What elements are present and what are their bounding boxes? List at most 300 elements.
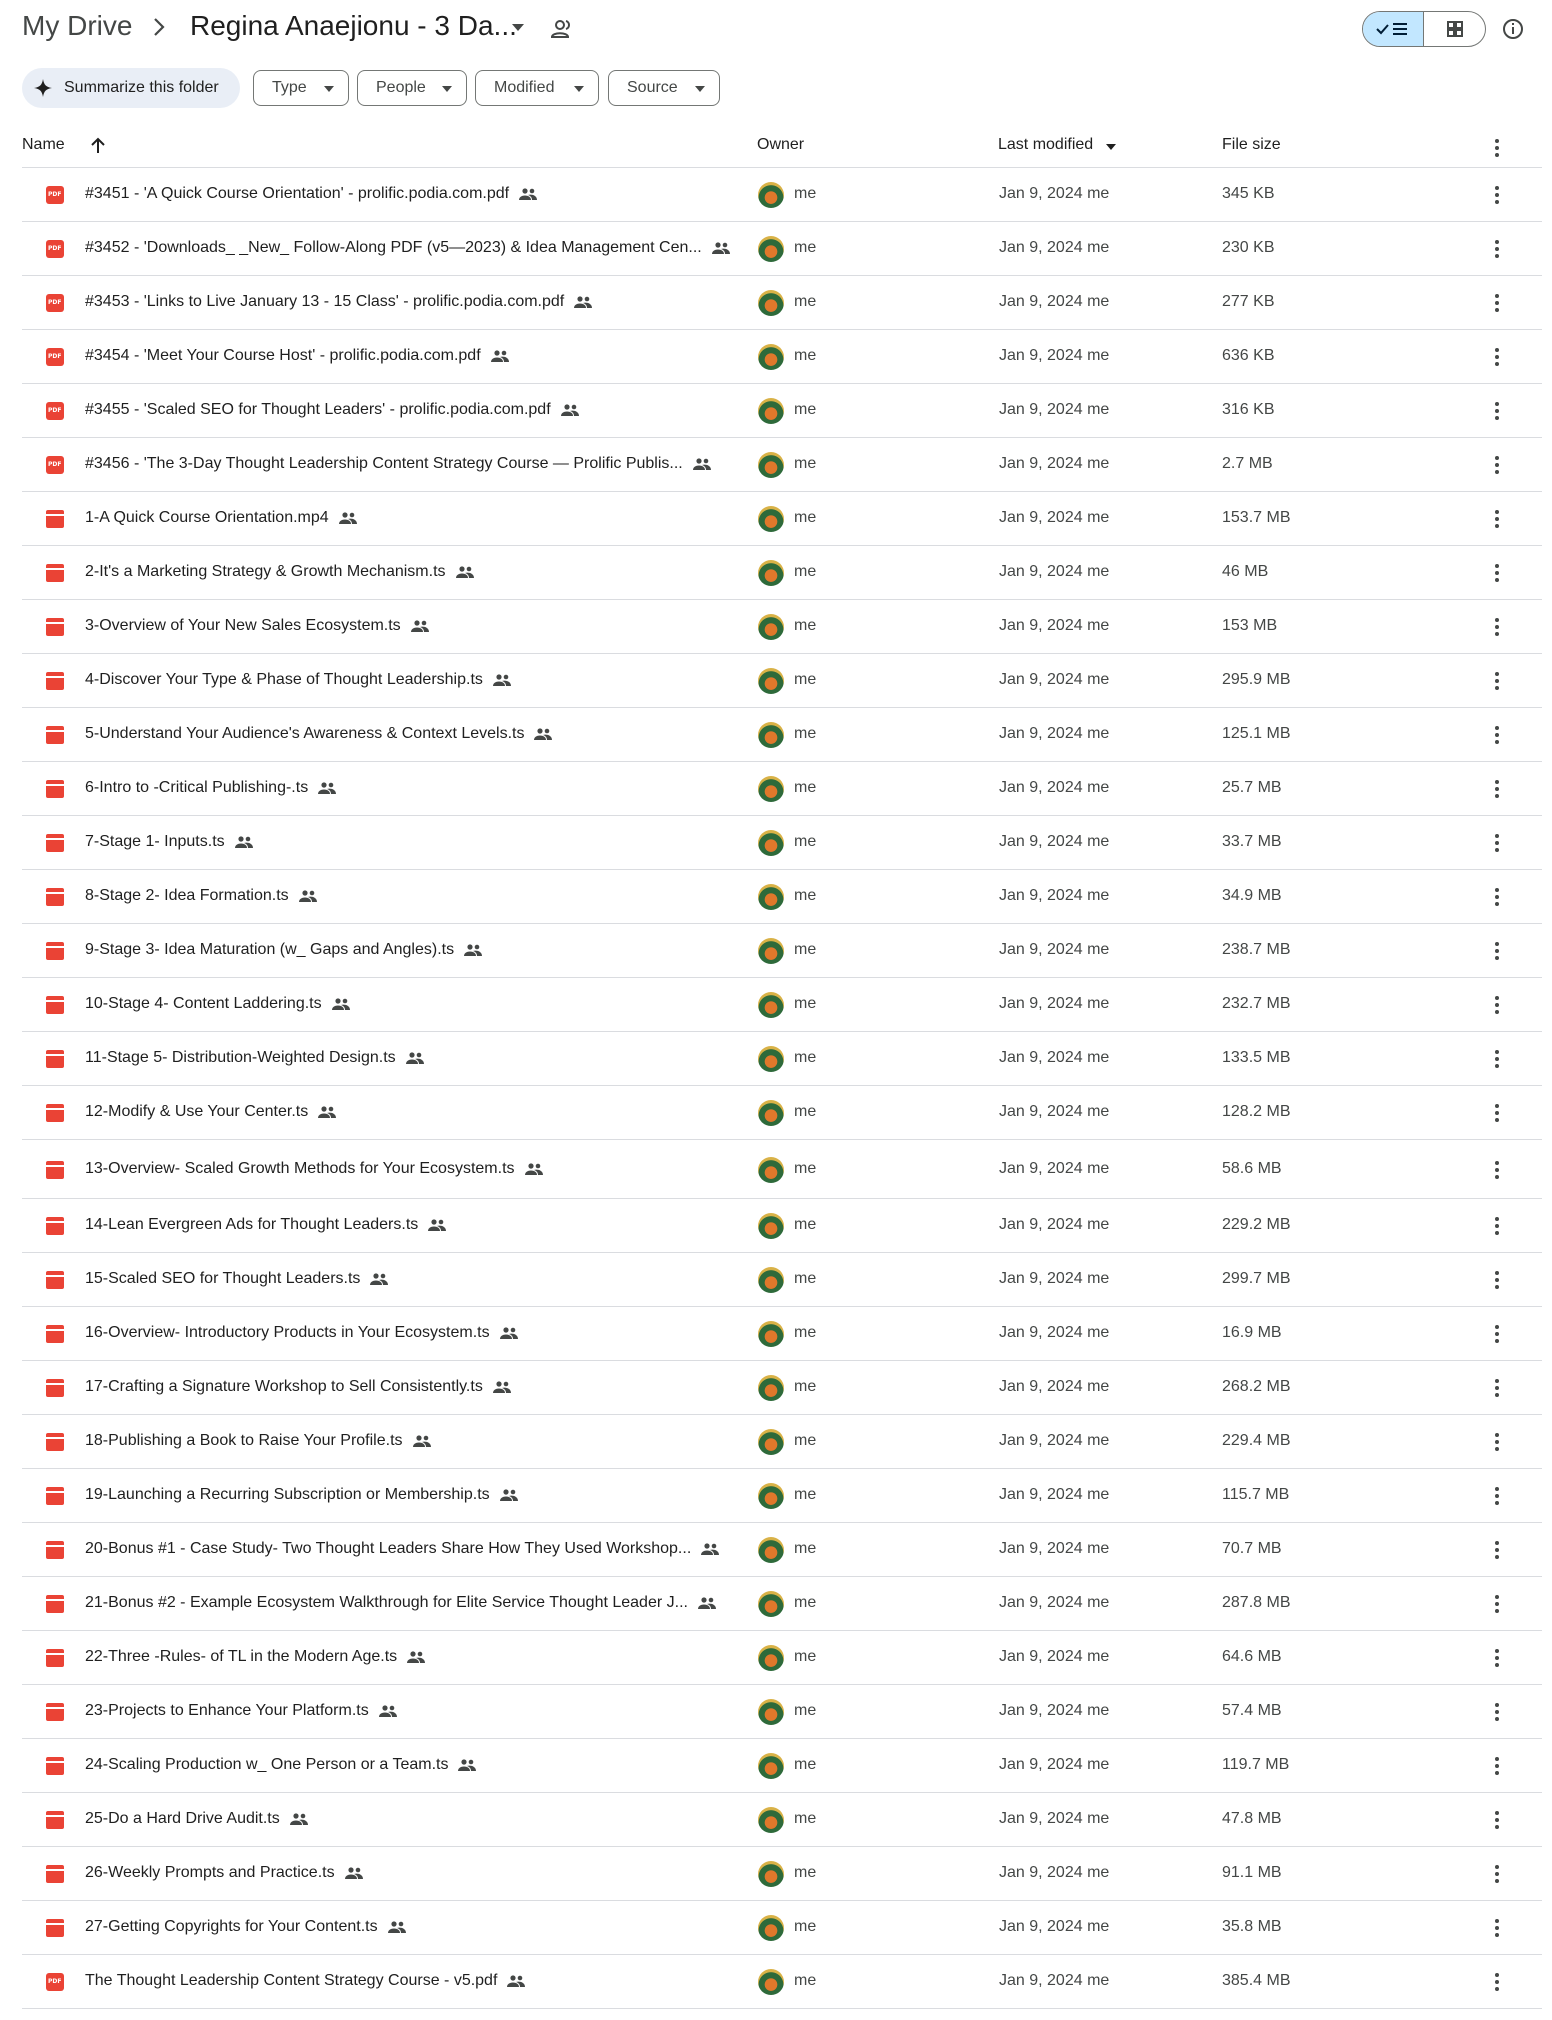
video-file-icon xyxy=(46,1161,64,1179)
last-modified-value: Jan 9, 2024 me xyxy=(999,833,1110,850)
shared-people-icon xyxy=(698,1597,716,1609)
owner-avatar xyxy=(758,1213,784,1239)
file-row[interactable] xyxy=(22,923,1542,977)
file-row[interactable] xyxy=(22,653,1542,707)
owner-avatar xyxy=(758,1483,784,1509)
owner-avatar xyxy=(758,668,784,694)
file-row[interactable] xyxy=(22,1031,1542,1085)
shared-people-icon xyxy=(345,1867,363,1879)
file-name: 27-Getting Copyrights for Your Content.ts xyxy=(85,1918,378,1935)
video-file-icon xyxy=(46,1487,64,1505)
last-modified-value: Jan 9, 2024 me xyxy=(999,1378,1110,1395)
shared-people-icon xyxy=(339,512,357,524)
breadcrumb-my-drive[interactable]: My Drive xyxy=(22,10,133,41)
dropdown-arrow-icon xyxy=(324,86,334,92)
file-size-value: 33.7 MB xyxy=(1222,833,1282,850)
owner-name: me xyxy=(794,347,817,364)
file-name-cell xyxy=(85,1378,511,1396)
owner-name: me xyxy=(794,1049,817,1066)
drive-header xyxy=(0,0,1552,60)
chevron-down-icon[interactable] xyxy=(512,24,524,31)
file-name-cell xyxy=(85,1810,308,1828)
owner-name: me xyxy=(794,1378,817,1395)
owner-name: me xyxy=(794,509,817,526)
file-size-value: 277 KB xyxy=(1222,293,1275,310)
more-actions-icon[interactable] xyxy=(1494,617,1500,637)
file-name: 17-Crafting a Signature Workshop to Sell Consistently.ts xyxy=(85,1378,483,1395)
last-modified-value: Jan 9, 2024 me xyxy=(999,995,1110,1012)
more-actions-icon[interactable] xyxy=(1494,563,1500,583)
shared-people-icon xyxy=(379,1705,397,1717)
more-actions-icon[interactable] xyxy=(1494,401,1500,421)
owner-avatar xyxy=(758,560,784,586)
last-modified-value: Jan 9, 2024 me xyxy=(999,779,1110,796)
video-file-icon xyxy=(46,780,64,798)
file-row[interactable] xyxy=(22,275,1542,329)
dropdown-arrow-icon xyxy=(442,86,452,92)
owner-name: me xyxy=(794,455,817,472)
shared-people-icon xyxy=(507,1975,525,1987)
video-file-icon xyxy=(46,1325,64,1343)
more-actions-icon[interactable] xyxy=(1494,1540,1500,1560)
file-name-cell xyxy=(85,1160,543,1178)
last-modified-value: Jan 9, 2024 me xyxy=(999,1972,1110,1989)
file-row[interactable] xyxy=(22,1360,1542,1414)
shared-people-icon xyxy=(701,1543,719,1555)
pdf-file-icon xyxy=(46,186,64,204)
more-actions-icon[interactable] xyxy=(1494,1432,1500,1452)
more-actions-icon[interactable] xyxy=(1494,1378,1500,1398)
file-name-cell xyxy=(85,1540,719,1558)
file-size-value: 636 KB xyxy=(1222,347,1275,364)
pdf-file-icon xyxy=(46,240,64,258)
file-row[interactable] xyxy=(22,1252,1542,1306)
file-size-value: 230 KB xyxy=(1222,239,1275,256)
more-actions-icon[interactable] xyxy=(1494,239,1500,259)
shared-people-icon xyxy=(464,944,482,956)
file-name-cell xyxy=(85,617,429,635)
owner-avatar xyxy=(758,398,784,424)
more-actions-icon[interactable] xyxy=(1494,1049,1500,1069)
owner-avatar xyxy=(758,236,784,262)
more-actions-icon[interactable] xyxy=(1494,455,1500,475)
sort-descending-icon xyxy=(1106,144,1116,150)
video-file-icon xyxy=(46,1433,64,1451)
shared-people-icon xyxy=(428,1219,446,1231)
owner-avatar xyxy=(758,1969,784,1995)
owner-avatar xyxy=(758,1046,784,1072)
file-name: #3453 - 'Links to Live January 13 - 15 Class' - prolific.podia.com.pdf xyxy=(85,293,565,310)
more-actions-icon[interactable] xyxy=(1494,1324,1500,1344)
owner-avatar xyxy=(758,722,784,748)
file-name-cell xyxy=(85,1270,388,1288)
last-modified-value: Jan 9, 2024 me xyxy=(999,1103,1110,1120)
file-row[interactable] xyxy=(22,1900,1542,1954)
file-row[interactable] xyxy=(22,1414,1542,1468)
more-actions-icon[interactable] xyxy=(1494,671,1500,691)
video-file-icon xyxy=(46,510,64,528)
last-modified-value: Jan 9, 2024 me xyxy=(999,347,1110,364)
owner-avatar xyxy=(758,776,784,802)
file-size-value: 119.7 MB xyxy=(1222,1756,1290,1773)
owner-name: me xyxy=(794,1160,817,1177)
name-column-header[interactable]: Name xyxy=(22,136,65,153)
file-name: 26-Weekly Prompts and Practice.ts xyxy=(85,1864,335,1881)
more-actions-icon[interactable] xyxy=(1494,1972,1500,1992)
file-name-cell xyxy=(85,1594,716,1612)
video-file-icon xyxy=(46,726,64,744)
owner-name: me xyxy=(794,1918,817,1935)
file-row[interactable] xyxy=(22,545,1542,599)
owner-avatar xyxy=(758,1321,784,1347)
more-options-icon[interactable] xyxy=(1494,138,1500,158)
file-name: 19-Launching a Recurring Subscription or Membership.ts xyxy=(85,1486,490,1503)
file-size-value: 128.2 MB xyxy=(1222,1103,1291,1120)
video-file-icon xyxy=(46,834,64,852)
file-row[interactable] xyxy=(22,221,1542,275)
file-name: 7-Stage 1- Inputs.ts xyxy=(85,833,225,850)
shared-people-icon xyxy=(693,458,711,470)
shared-people-icon xyxy=(519,188,537,200)
owner-name: me xyxy=(794,1972,817,1989)
file-row[interactable] xyxy=(22,1792,1542,1846)
owner-name: me xyxy=(794,1702,817,1719)
file-name-cell xyxy=(85,671,511,689)
file-name-cell xyxy=(85,1049,424,1067)
file-name: 14-Lean Evergreen Ads for Thought Leaders.ts xyxy=(85,1216,419,1233)
owner-name: me xyxy=(794,617,817,634)
file-size-value: 91.1 MB xyxy=(1222,1864,1282,1881)
owner-name: me xyxy=(794,941,817,958)
file-size-value: 35.8 MB xyxy=(1222,1918,1282,1935)
more-actions-icon[interactable] xyxy=(1494,779,1500,799)
more-actions-icon[interactable] xyxy=(1494,995,1500,1015)
file-name: 5-Understand Your Audience's Awareness & Context Levels.ts xyxy=(85,725,525,742)
file-name: 23-Projects to Enhance Your Platform.ts xyxy=(85,1702,369,1719)
file-name: #3451 - 'A Quick Course Orientation' - prolific.podia.com.pdf xyxy=(85,185,510,202)
shared-people-icon xyxy=(574,296,592,308)
file-name-cell xyxy=(85,887,317,905)
file-size-value: 268.2 MB xyxy=(1222,1378,1291,1395)
breadcrumb-current-folder[interactable]: Regina Anaejionu - 3 Da... xyxy=(190,10,517,41)
shared-people-icon xyxy=(712,242,730,254)
video-file-icon xyxy=(46,564,64,582)
list-view-button[interactable] xyxy=(1363,12,1424,46)
last-modified-value: Jan 9, 2024 me xyxy=(999,617,1110,634)
people-filter-chip[interactable] xyxy=(357,70,467,106)
list-end-divider xyxy=(22,2008,1542,2009)
chevron-right-icon xyxy=(150,16,168,38)
more-actions-icon[interactable] xyxy=(1494,1594,1500,1614)
modified-filter-chip[interactable] xyxy=(475,70,599,106)
file-name-cell xyxy=(85,1648,425,1666)
file-row[interactable] xyxy=(22,761,1542,815)
owner-name: me xyxy=(794,1216,817,1233)
more-actions-icon[interactable] xyxy=(1494,509,1500,529)
file-size-value: 115.7 MB xyxy=(1222,1486,1290,1503)
source-filter-chip[interactable] xyxy=(608,70,720,106)
more-actions-icon[interactable] xyxy=(1494,1918,1500,1938)
file-name-cell xyxy=(85,779,336,797)
file-row[interactable] xyxy=(22,329,1542,383)
shared-people-icon xyxy=(493,674,511,686)
more-actions-icon[interactable] xyxy=(1494,293,1500,313)
owner-avatar xyxy=(758,1753,784,1779)
owner-column-header[interactable]: Owner xyxy=(757,136,805,153)
file-row[interactable] xyxy=(22,1468,1542,1522)
file-size-value: 25.7 MB xyxy=(1222,779,1282,796)
arrow-up-icon[interactable] xyxy=(88,136,108,156)
file-size-value: 232.7 MB xyxy=(1222,995,1291,1012)
owner-name: me xyxy=(794,1540,817,1557)
shared-people-icon xyxy=(318,782,336,794)
file-name-cell xyxy=(85,1972,525,1990)
view-toggle xyxy=(1362,11,1486,47)
video-file-icon xyxy=(46,1703,64,1721)
file-row[interactable] xyxy=(22,1684,1542,1738)
more-actions-icon[interactable] xyxy=(1494,185,1500,205)
file-size-value: 46 MB xyxy=(1222,563,1269,580)
file-name-cell xyxy=(85,239,730,257)
owner-name: me xyxy=(794,1810,817,1827)
info-icon[interactable] xyxy=(1502,18,1524,40)
file-name: #3454 - 'Meet Your Course Host' - prolific.podia.com.pdf xyxy=(85,347,481,364)
owner-name: me xyxy=(794,1864,817,1881)
file-name: 8-Stage 2- Idea Formation.ts xyxy=(85,887,289,904)
shared-people-icon xyxy=(456,566,474,578)
file-row[interactable] xyxy=(22,1954,1542,2008)
video-file-icon xyxy=(46,1649,64,1667)
file-row[interactable] xyxy=(22,1846,1542,1900)
owner-name: me xyxy=(794,833,817,850)
last-modified-value: Jan 9, 2024 me xyxy=(999,1756,1110,1773)
file-size-value: 125.1 MB xyxy=(1222,725,1291,742)
file-name: 10-Stage 4- Content Laddering.ts xyxy=(85,995,322,1012)
file-row[interactable] xyxy=(22,437,1542,491)
shared-people-icon xyxy=(493,1381,511,1393)
file-row[interactable] xyxy=(22,1139,1542,1198)
more-actions-icon[interactable] xyxy=(1494,887,1500,907)
more-actions-icon[interactable] xyxy=(1494,833,1500,853)
more-actions-icon[interactable] xyxy=(1494,1864,1500,1884)
summarize-folder-button[interactable] xyxy=(22,68,240,108)
last-modified-value: Jan 9, 2024 me xyxy=(999,563,1110,580)
file-name-cell xyxy=(85,509,357,527)
more-actions-icon[interactable] xyxy=(1494,1216,1500,1236)
owner-avatar xyxy=(758,1429,784,1455)
file-row[interactable] xyxy=(22,707,1542,761)
file-name: 20-Bonus #1 - Case Study- Two Thought Leaders Share How They Used Workshop... xyxy=(85,1540,692,1557)
video-file-icon xyxy=(46,1379,64,1397)
file-row[interactable] xyxy=(22,1576,1542,1630)
shared-people-icon xyxy=(500,1489,518,1501)
file-row[interactable] xyxy=(22,815,1542,869)
file-name-cell xyxy=(85,1864,363,1882)
owner-name: me xyxy=(794,1594,817,1611)
file-name: 22-Three -Rules- of TL in the Modern Age.ts xyxy=(85,1648,398,1665)
file-row[interactable] xyxy=(22,383,1542,437)
video-file-icon xyxy=(46,1050,64,1068)
more-actions-icon[interactable] xyxy=(1494,725,1500,745)
last-modified-value: Jan 9, 2024 me xyxy=(999,1594,1110,1611)
shared-people-icon xyxy=(491,350,509,362)
owner-name: me xyxy=(794,293,817,310)
file-row[interactable] xyxy=(22,977,1542,1031)
file-size-value: 238.7 MB xyxy=(1222,941,1291,958)
last-modified-value: Jan 9, 2024 me xyxy=(999,1540,1110,1557)
file-row[interactable] xyxy=(22,869,1542,923)
owner-name: me xyxy=(794,995,817,1012)
shared-people-icon xyxy=(407,1651,425,1663)
file-size-value: 153.7 MB xyxy=(1222,509,1291,526)
shared-people-icon xyxy=(411,620,429,632)
shared-folder-icon[interactable] xyxy=(550,18,574,40)
pdf-file-icon xyxy=(46,402,64,420)
video-file-icon xyxy=(46,888,64,906)
owner-avatar xyxy=(758,290,784,316)
file-name: 16-Overview- Introductory Products in Your Ecosystem.ts xyxy=(85,1324,490,1341)
file-size-value: 2.7 MB xyxy=(1222,455,1273,472)
shared-people-icon xyxy=(370,1273,388,1285)
owner-avatar xyxy=(758,1267,784,1293)
owner-avatar xyxy=(758,1915,784,1941)
more-actions-icon[interactable] xyxy=(1494,347,1500,367)
file-row[interactable] xyxy=(22,1198,1542,1252)
file-name: 21-Bonus #2 - Example Ecosystem Walkthrough for Elite Service Thought Leader J... xyxy=(85,1594,688,1611)
file-name: 4-Discover Your Type & Phase of Thought Leadership.ts xyxy=(85,671,483,688)
owner-avatar xyxy=(758,182,784,208)
grid-view-button[interactable] xyxy=(1424,12,1485,46)
file-row[interactable] xyxy=(22,491,1542,545)
video-file-icon xyxy=(46,996,64,1014)
owner-avatar xyxy=(758,1699,784,1725)
shared-people-icon xyxy=(318,1106,336,1118)
more-actions-icon[interactable] xyxy=(1494,1160,1500,1180)
file-name: 3-Overview of Your New Sales Ecosystem.ts xyxy=(85,617,401,634)
shared-people-icon xyxy=(534,728,552,740)
file-size-value: 299.7 MB xyxy=(1222,1270,1291,1287)
more-actions-icon[interactable] xyxy=(1494,1756,1500,1776)
owner-name: me xyxy=(794,239,817,256)
shared-people-icon xyxy=(458,1759,476,1771)
video-file-icon xyxy=(46,942,64,960)
owner-name: me xyxy=(794,887,817,904)
shared-people-icon xyxy=(332,998,350,1010)
more-actions-icon[interactable] xyxy=(1494,1648,1500,1668)
more-actions-icon[interactable] xyxy=(1494,941,1500,961)
file-name-cell xyxy=(85,1702,397,1720)
more-actions-icon[interactable] xyxy=(1494,1270,1500,1290)
last-modified-value: Jan 9, 2024 me xyxy=(999,1160,1110,1177)
file-name-cell xyxy=(85,833,253,851)
file-name-cell xyxy=(85,1103,336,1121)
file-name: 6-Intro to -Critical Publishing-.ts xyxy=(85,779,309,796)
owner-name: me xyxy=(794,779,817,796)
file-size-value: 47.8 MB xyxy=(1222,1810,1282,1827)
file-name: #3456 - 'The 3-Day Thought Leadership Content Strategy Course — Prolific Publis... xyxy=(85,455,683,472)
shared-people-icon xyxy=(235,836,253,848)
file-size-value: 287.8 MB xyxy=(1222,1594,1291,1611)
more-actions-icon[interactable] xyxy=(1494,1486,1500,1506)
owner-avatar xyxy=(758,938,784,964)
owner-name: me xyxy=(794,725,817,742)
shared-people-icon xyxy=(406,1052,424,1064)
file-size-value: 70.7 MB xyxy=(1222,1540,1282,1557)
file-name: 12-Modify & Use Your Center.ts xyxy=(85,1103,309,1120)
file-name-cell xyxy=(85,1324,518,1342)
file-name-cell xyxy=(85,1432,431,1450)
sparkle-icon xyxy=(34,79,52,97)
file-row[interactable] xyxy=(22,1306,1542,1360)
owner-name: me xyxy=(794,1756,817,1773)
last-modified-column-header[interactable]: Last modified xyxy=(998,136,1094,153)
owner-name: me xyxy=(794,401,817,418)
owner-avatar xyxy=(758,830,784,856)
file-name: 1-A Quick Course Orientation.mp4 xyxy=(85,509,329,526)
file-name-cell xyxy=(85,401,579,419)
file-name-cell xyxy=(85,563,474,581)
file-size-value: 58.6 MB xyxy=(1222,1160,1282,1177)
file-row[interactable] xyxy=(22,1630,1542,1684)
file-row[interactable] xyxy=(22,167,1542,221)
owner-name: me xyxy=(794,1324,817,1341)
file-size-column-header[interactable]: File size xyxy=(1222,136,1281,153)
owner-avatar xyxy=(758,884,784,910)
last-modified-value: Jan 9, 2024 me xyxy=(999,1810,1110,1827)
file-name: 13-Overview- Scaled Growth Methods for Your Ecosystem.ts xyxy=(85,1160,515,1177)
owner-name: me xyxy=(794,1432,817,1449)
video-file-icon xyxy=(46,1919,64,1937)
type-filter-chip[interactable] xyxy=(253,70,349,106)
file-name: #3455 - 'Scaled SEO for Thought Leaders' - prolific.podia.com.pdf xyxy=(85,401,551,418)
shared-people-icon xyxy=(500,1327,518,1339)
source-chip-label: Source xyxy=(627,79,678,96)
modified-chip-label: Modified xyxy=(494,79,555,96)
video-file-icon xyxy=(46,1271,64,1289)
file-size-value: 345 KB xyxy=(1222,185,1275,202)
file-row[interactable] xyxy=(22,1085,1542,1139)
last-modified-value: Jan 9, 2024 me xyxy=(999,1486,1110,1503)
owner-avatar xyxy=(758,1375,784,1401)
file-name-cell xyxy=(85,347,509,365)
owner-avatar xyxy=(758,1861,784,1887)
last-modified-value: Jan 9, 2024 me xyxy=(999,1648,1110,1665)
more-actions-icon[interactable] xyxy=(1494,1702,1500,1722)
file-name: 18-Publishing a Book to Raise Your Profile.ts xyxy=(85,1432,403,1449)
owner-name: me xyxy=(794,563,817,580)
file-name-cell xyxy=(85,455,711,473)
file-row[interactable] xyxy=(22,599,1542,653)
file-row[interactable] xyxy=(22,1522,1542,1576)
owner-name: me xyxy=(794,185,817,202)
file-name: 11-Stage 5- Distribution-Weighted Design.ts xyxy=(85,1049,396,1066)
video-file-icon xyxy=(46,1811,64,1829)
owner-avatar xyxy=(758,614,784,640)
more-actions-icon[interactable] xyxy=(1494,1810,1500,1830)
list-layout-icon xyxy=(1376,21,1410,37)
file-row[interactable] xyxy=(22,1738,1542,1792)
file-size-value: 34.9 MB xyxy=(1222,887,1282,904)
more-actions-icon[interactable] xyxy=(1494,1103,1500,1123)
type-chip-label: Type xyxy=(272,79,307,96)
owner-name: me xyxy=(794,1270,817,1287)
dropdown-arrow-icon xyxy=(574,86,584,92)
file-name-cell xyxy=(85,293,592,311)
owner-avatar xyxy=(758,452,784,478)
last-modified-value: Jan 9, 2024 me xyxy=(999,887,1110,904)
video-file-icon xyxy=(46,1217,64,1235)
video-file-icon xyxy=(46,1541,64,1559)
